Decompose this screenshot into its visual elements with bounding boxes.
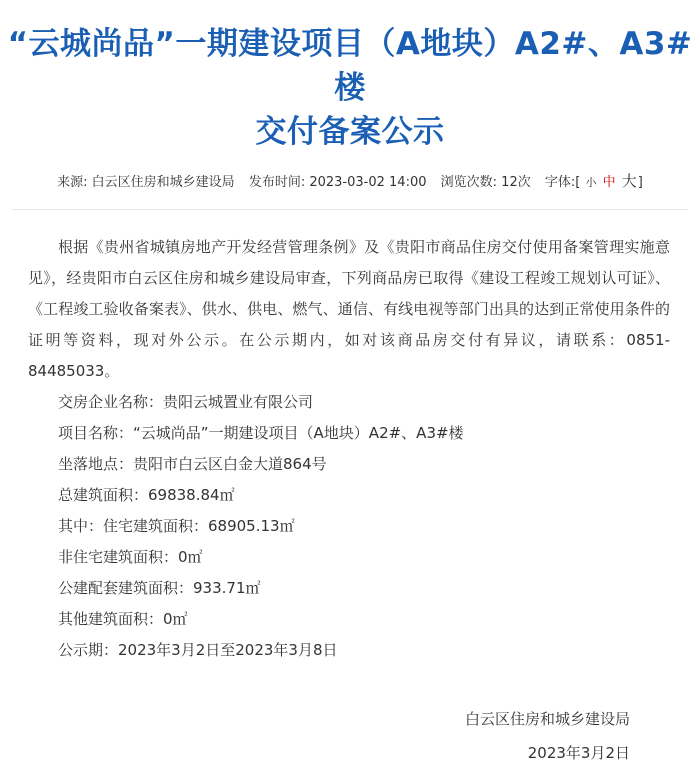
font-size-large-button[interactable]: 大 xyxy=(621,172,637,190)
source-label: 来源: xyxy=(57,175,88,190)
article-meta xyxy=(0,170,700,191)
field-other-area: 其他建筑面积：0㎡ xyxy=(58,610,188,628)
font-size-bracket-close: ] xyxy=(637,175,643,190)
view-count-value: 12次 xyxy=(501,175,531,190)
publish-time-value: 2023-03-02 14:00 xyxy=(309,175,427,190)
font-size-small-button[interactable]: 小 xyxy=(585,176,597,189)
article-body xyxy=(0,210,700,770)
article-title-line-2: 交付备案公示 xyxy=(255,114,445,150)
field-project-name: 项目名称：“云城尚品”一期建设项目（A地块）A2#、A3#楼 xyxy=(58,424,464,442)
field-delivery-company: 交房企业名称：贵阳云城置业有限公司 xyxy=(58,393,314,411)
intro-paragraph: 根据《贵州省城镇房地产开发经营管理条例》及《贵阳市商品住房交付使用备案管理实施意见》，经贵阳市白云区住房和城乡建设局审查，下列商品房已取得《建设工程竣工规划认可证》、《工程竣工验收备案表》、供水、供电、燃气、通信、有线电视等部门出具的达到正常使用条件的证明等资料，现对外公示。在公示期内，如对该商品房交付有异议，请联系：0851-84485033。 xyxy=(28,238,670,380)
field-non-residential-area: 非住宅建筑面积：0㎡ xyxy=(58,548,203,566)
field-public-facility-area: 公建配套建筑面积：933.71㎡ xyxy=(58,579,261,597)
article-title xyxy=(0,0,700,154)
field-residential-area: 其中：住宅建筑面积：68905.13㎡ xyxy=(58,517,295,535)
publish-time-label: 发布时间: xyxy=(248,175,306,190)
signature-date: 2023年3月2日 xyxy=(527,744,630,762)
field-location: 坐落地点：贵阳市白云区白金大道864号 xyxy=(58,455,327,473)
font-size-label: 字体: xyxy=(544,175,576,190)
view-count-info xyxy=(441,175,535,190)
field-total-area: 总建筑面积：69838.84㎡ xyxy=(58,486,235,504)
font-size-medium-button[interactable]: 中 xyxy=(602,175,616,190)
signature-block xyxy=(28,702,670,770)
publish-time-info xyxy=(249,175,431,190)
font-size-control xyxy=(544,172,643,190)
font-size-bracket-open: [ xyxy=(575,175,581,190)
field-publicity-period: 公示期：2023年3月2日至2023年3月8日 xyxy=(58,641,338,659)
article-title-line-1: “云城尚品”一期建设项目（A地块）A2#、A3#楼 xyxy=(7,26,693,106)
signature-organization: 白云区住房和城乡建设局 xyxy=(464,710,630,728)
source-value: 白云区住房和城乡建设局 xyxy=(91,175,235,190)
source-info xyxy=(57,175,239,190)
view-count-label: 浏览次数: xyxy=(440,175,498,190)
